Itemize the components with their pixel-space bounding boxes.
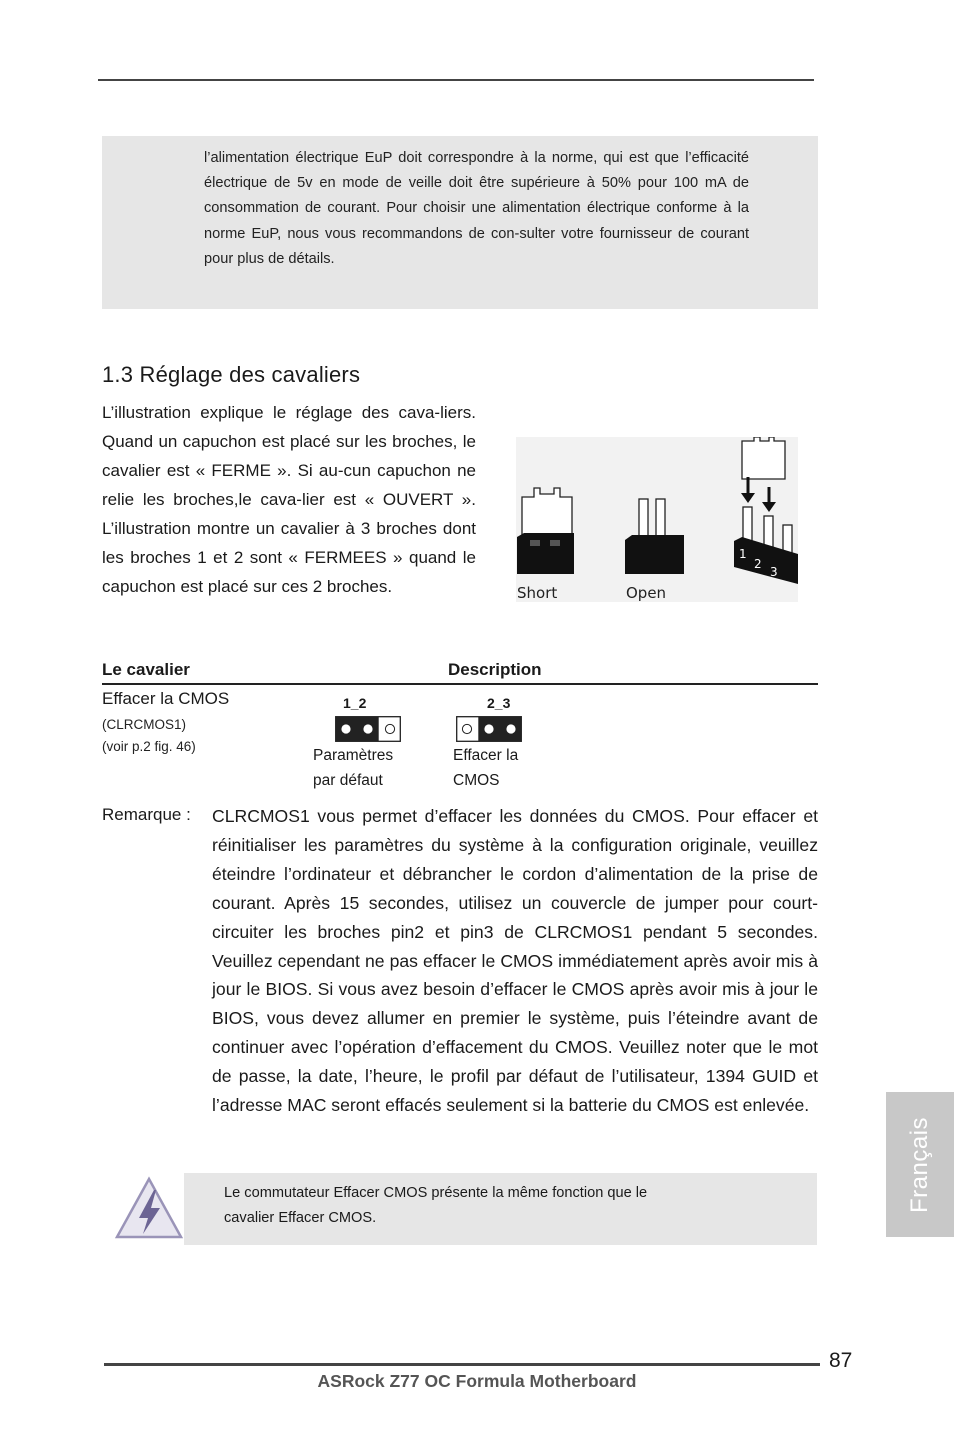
jumper-2-3-diagram (456, 716, 522, 742)
footer-title: ASRock Z77 OC Formula Motherboard (317, 1371, 637, 1391)
intro-paragraph: L’illustration explique le réglage des cava-liers. Quand un capuchon est placé sur les broches, le cavalier est « FERME ». Si au-cun capuchon ne relie les broches,le cava-lier est « OUVERT ». L’illustration montre un cavalier à 3 broches dont les broches 1 et 2 sont « FERMEES » quand le capuchon est placé sur ces 2 broches. (102, 403, 476, 596)
column-header-description: Description (448, 660, 542, 679)
section-title: 1.3 Réglage des cavaliers (102, 362, 361, 387)
setting-a-caption-line1: Paramètres (313, 747, 394, 764)
top-rule (98, 79, 814, 81)
jumper-id: (CLRCMOS1) (102, 717, 187, 732)
tip-line-2: cavalier Effacer CMOS. (224, 1210, 377, 1226)
table-rule (102, 683, 818, 685)
jumper-illustration (516, 437, 798, 602)
setting-b-caption-line2: CMOS (453, 772, 500, 789)
warning-icon (114, 1176, 184, 1240)
language-tab-label: Français (906, 1116, 933, 1213)
setting-b-caption-line1: Effacer la (453, 747, 519, 764)
setting-b-pins: 2_3 (487, 695, 511, 711)
short-jumper (517, 488, 574, 574)
pin-number-1: 1 (739, 547, 747, 561)
remark-label: Remarque : (102, 805, 191, 824)
jumper-ref: (voir p.2 fig. 46) (102, 739, 196, 754)
short-label: Short (517, 584, 558, 602)
tip-text (224, 1181, 784, 1231)
column-header-jumper: Le cavalier (102, 660, 190, 679)
remark-text: CLRCMOS1 vous permet d’effacer les données du CMOS. Pour effacer et réinitialiser les paramètres du système à la configuration originale, veuillez éteindre l’ordinateur et débrancher le cordon d’alimentation de la prise de courant. Après 15 secondes, utilisez un couvercle de jumper pour court-circuiter les broches pin2 et pin3 de CLRCMOS1 pendant 5 secondes. Veuillez cependant ne pas effacer le CMOS immédiatement après avoir mis à jour le BIOS. Si vous avez besoin d’effacer le CMOS après avoir mis à jour le BIOS, vous devez allumer en premier le système, puis l’éteindre avant de continuer avec l’opération d’effacement du CMOS. Veuillez noter que le mot de passe, la date, l’heure, le profil par défaut de l’utilisateur, 1394 GUID et l’adresse MAC seront effacés seulement si la batterie du CMOS est enlevée. (212, 806, 818, 1116)
page-number: 87 (829, 1349, 853, 1372)
bottom-rule (104, 1363, 820, 1366)
open-label: Open (626, 584, 667, 602)
jumper-name: Effacer la CMOS (102, 689, 230, 708)
pin-number-3: 3 (770, 565, 778, 579)
setting-a-pins: 1_2 (343, 695, 367, 711)
pin-number-2: 2 (754, 557, 762, 571)
jumper-1-2-diagram (335, 716, 401, 742)
language-tab (886, 1092, 954, 1237)
notice-text: l’alimentation électrique EuP doit correspondre à la norme, qui est que l’efficacité électrique de 5v en mode de veille doit être supérieure à 50% pour 100 mA de consommation de courant. Pour choisir une alimentation électrique conforme à la norme EuP, nous vous recommandons de con-sulter votre fournisseur de courant pour plus de détails. (204, 150, 749, 267)
tip-line-1: Le commutateur Effacer CMOS présente la même fonction que le (224, 1185, 648, 1201)
setting-a-caption-line2: par défaut (313, 772, 383, 789)
